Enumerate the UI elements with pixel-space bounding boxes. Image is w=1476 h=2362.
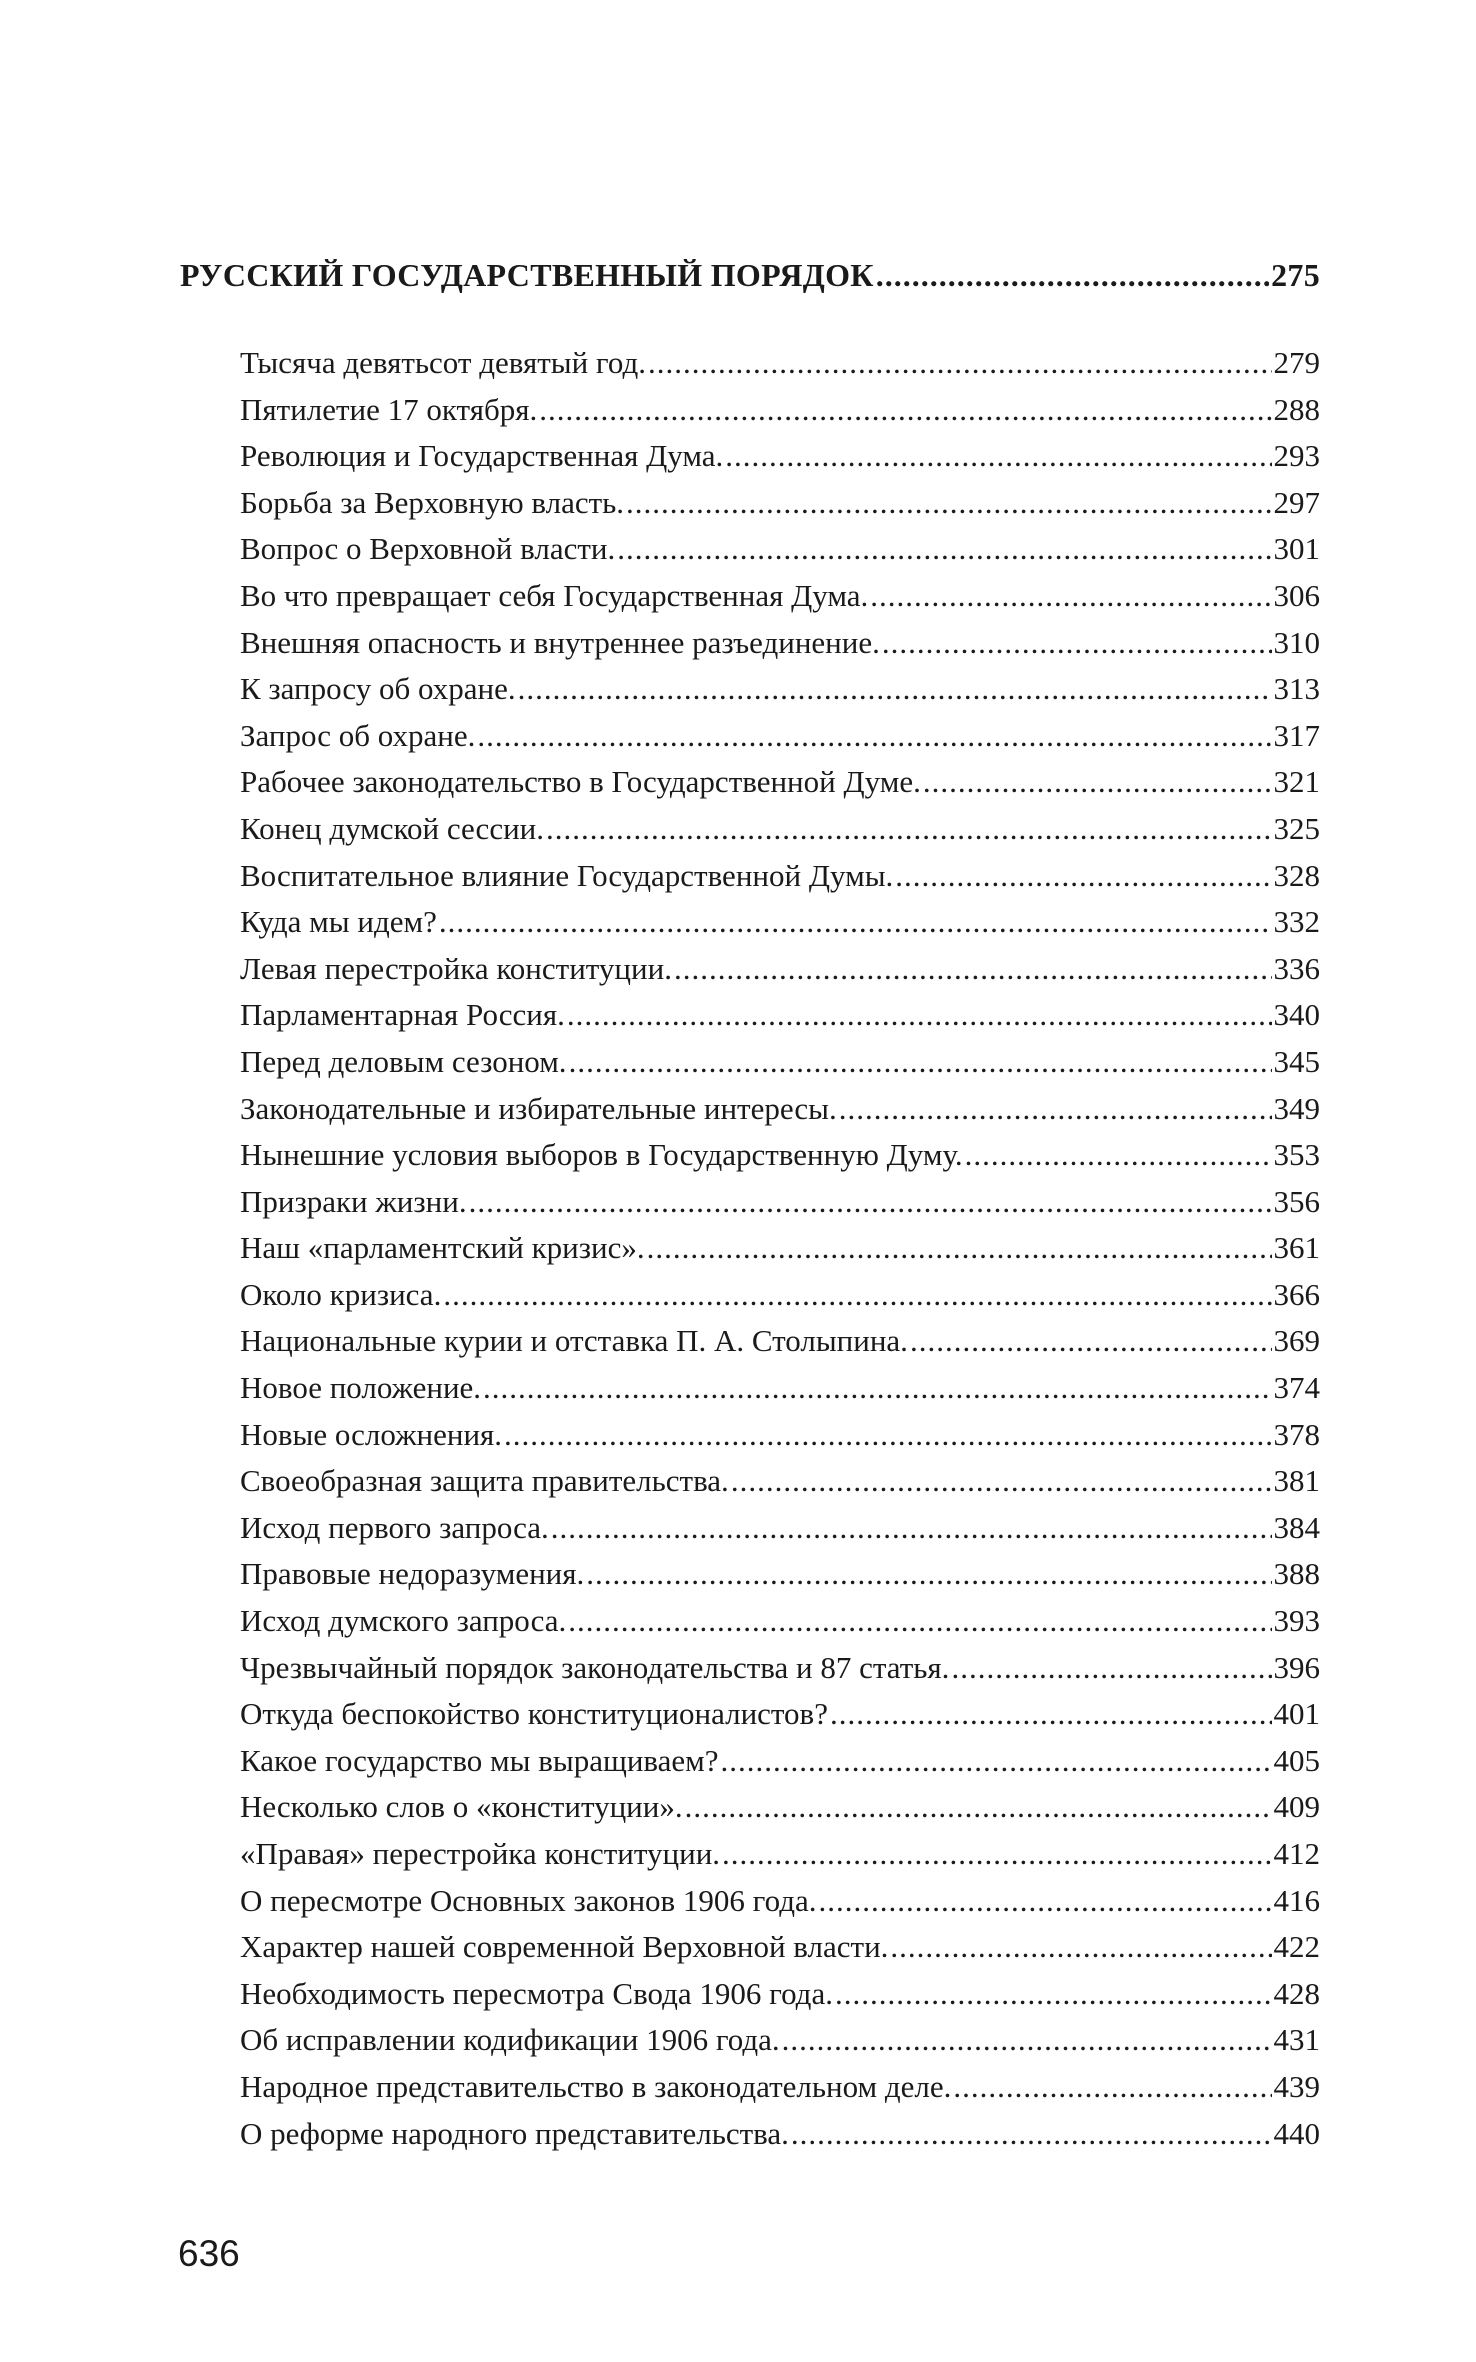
toc-entry-page-number: 349 xyxy=(1273,1090,1320,1126)
dot-leader xyxy=(685,1784,1272,1831)
toc-entry-page-number: 366 xyxy=(1273,1276,1320,1312)
dot-leader xyxy=(586,1551,1271,1598)
dot-leader xyxy=(443,1272,1271,1319)
toc-entry xyxy=(240,526,1320,573)
section-title: РУССКИЙ ГОСУДАРСТВЕННЫЙ ПОРЯДОК xyxy=(180,257,874,293)
toc-entry-title: Пятилетие 17 октября. xyxy=(240,391,538,427)
dot-leader xyxy=(647,1225,1272,1272)
dot-leader xyxy=(504,1412,1271,1459)
toc-entry xyxy=(240,759,1320,806)
dot-leader xyxy=(876,252,1269,298)
toc-entry-title: Тысяча девятьсот девятый год. xyxy=(240,345,646,380)
toc-entry-page-number: 439 xyxy=(1273,2068,1320,2104)
toc-entry xyxy=(240,1179,1320,1226)
toc-entry xyxy=(240,387,1320,434)
toc-entry-page-number: 401 xyxy=(1273,1696,1320,1732)
toc-entry-title: Несколько слов о «конституции». xyxy=(240,1789,683,1825)
toc-entry-page-number: 332 xyxy=(1273,904,1320,940)
dot-leader xyxy=(923,759,1272,806)
toc-entry-title: Новое положение. xyxy=(240,1370,482,1406)
toc-entry-page-number: 279 xyxy=(1273,345,1320,380)
toc-entry xyxy=(240,1645,1320,1692)
toc-entry-title: Воспитательное влияние Государственной Думы. xyxy=(240,857,894,893)
toc-entry-page-number: 422 xyxy=(1273,1929,1320,1965)
toc-entry xyxy=(240,713,1320,760)
toc-entry-title: Необходимость пересмотра Свода 1906 года. xyxy=(240,1975,833,2011)
toc-entry-title: Конец думской сессии. xyxy=(240,810,545,846)
dot-leader xyxy=(568,1598,1271,1645)
dot-leader xyxy=(626,480,1271,527)
toc-entry xyxy=(240,666,1320,713)
toc-entry xyxy=(240,1971,1320,2018)
toc-entry-title: Законодательные и избирательные интересы. xyxy=(240,1090,837,1126)
table-of-contents xyxy=(180,252,1320,2157)
toc-entry-title: Откуда беспокойство конституционалистов? xyxy=(240,1696,828,1732)
dot-leader xyxy=(870,573,1271,620)
toc-entry-title: Своеобразная защита правительства. xyxy=(240,1463,729,1499)
dot-leader xyxy=(830,1691,1272,1738)
toc-entry xyxy=(240,1086,1320,1133)
toc-entry-page-number: 317 xyxy=(1273,717,1320,753)
dot-leader xyxy=(731,1458,1272,1505)
toc-entry-page-number: 384 xyxy=(1273,1509,1320,1545)
toc-entry xyxy=(240,1878,1320,1925)
toc-entry xyxy=(240,340,1320,387)
toc-entry-page-number: 374 xyxy=(1273,1370,1320,1406)
toc-entries-list xyxy=(240,340,1320,2157)
toc-entry xyxy=(240,1505,1320,1552)
toc-entry-title: Чрезвычайный порядок законодательства и 87 статья. xyxy=(240,1649,950,1685)
toc-entry xyxy=(240,1691,1320,1738)
toc-entry-page-number: 428 xyxy=(1273,1975,1320,2011)
toc-entry-title: Призраки жизни. xyxy=(240,1183,467,1219)
dot-leader xyxy=(890,1924,1271,1971)
toc-entry xyxy=(240,620,1320,667)
toc-entry-page-number: 416 xyxy=(1273,1882,1320,1918)
toc-entry-title: Наш «парламентский кризис». xyxy=(240,1230,645,1266)
dot-leader xyxy=(539,387,1271,434)
toc-entry xyxy=(240,1365,1320,1412)
dot-leader xyxy=(882,620,1272,667)
dot-leader xyxy=(722,1831,1271,1878)
toc-entry-title: Об исправлении кодификации 1906 года. xyxy=(240,2022,780,2058)
toc-entry-title: Революция и Государственная Дума. xyxy=(240,438,724,474)
toc-entry-page-number: 361 xyxy=(1273,1230,1320,1266)
dot-leader xyxy=(551,1505,1272,1552)
toc-entry-title: Вопрос о Верховной власти. xyxy=(240,531,616,567)
toc-entry-page-number: 431 xyxy=(1273,2022,1320,2058)
toc-entry xyxy=(240,433,1320,480)
toc-entry-page-number: 301 xyxy=(1273,531,1320,567)
dot-leader xyxy=(674,946,1272,993)
dot-leader xyxy=(483,1365,1271,1412)
toc-entry-title: Характер нашей современной Верховной власти. xyxy=(240,1929,889,1965)
toc-entry xyxy=(240,2111,1320,2158)
toc-entry-page-number: 369 xyxy=(1273,1323,1320,1359)
toc-entry xyxy=(240,1458,1320,1505)
toc-entry xyxy=(240,1272,1320,1319)
toc-entry xyxy=(240,1738,1320,1785)
toc-entry-page-number: 297 xyxy=(1273,484,1320,520)
toc-entry xyxy=(240,2017,1320,2064)
dot-leader xyxy=(725,433,1271,480)
dot-leader xyxy=(469,1179,1272,1226)
dot-leader xyxy=(518,666,1272,713)
dot-leader xyxy=(819,1878,1272,1925)
toc-entry-page-number: 313 xyxy=(1273,671,1320,707)
toc-entry-page-number: 356 xyxy=(1273,1183,1320,1219)
toc-entry xyxy=(240,992,1320,1039)
toc-entry-title: Парламентарная Россия. xyxy=(240,997,565,1033)
toc-entry-title: Левая перестройка конституции. xyxy=(240,950,672,986)
toc-entry-page-number: 288 xyxy=(1273,391,1320,427)
toc-entry-page-number: 336 xyxy=(1273,950,1320,986)
dot-leader xyxy=(895,853,1271,900)
toc-entry xyxy=(240,1924,1320,1971)
toc-entry-title: Правовые недоразумения. xyxy=(240,1556,585,1592)
toc-entry xyxy=(240,1318,1320,1365)
toc-entry-page-number: 396 xyxy=(1273,1649,1320,1685)
dot-leader xyxy=(439,899,1272,946)
toc-entry-title: «Правая» перестройка конституции. xyxy=(240,1836,721,1871)
toc-entry xyxy=(240,1598,1320,1645)
toc-entry xyxy=(240,1412,1320,1459)
dot-leader xyxy=(617,526,1271,573)
toc-entry-title: О реформе народного представительства. xyxy=(240,2115,789,2151)
toc-entry-page-number: 293 xyxy=(1273,438,1320,474)
dot-leader xyxy=(567,992,1272,1039)
toc-entry-title: Народное представительство в законодательном деле. xyxy=(240,2068,952,2104)
toc-entry-title: Национальные курии и отставка П. А. Столыпина. xyxy=(240,1323,908,1359)
dot-leader xyxy=(648,340,1272,387)
toc-entry xyxy=(240,946,1320,993)
toc-entry xyxy=(240,899,1320,946)
toc-entry-page-number: 440 xyxy=(1273,2115,1320,2151)
toc-entry xyxy=(240,1551,1320,1598)
toc-entry-title: Какое государство мы выращиваем? xyxy=(240,1742,719,1778)
toc-entry xyxy=(240,1784,1320,1831)
toc-entry-title: Внешняя опасность и внутреннее разъединение. xyxy=(240,624,880,660)
dot-leader xyxy=(569,1039,1272,1086)
toc-entry-page-number: 321 xyxy=(1273,764,1320,800)
dot-leader xyxy=(965,1132,1272,1179)
toc-entry-title: О пересмотре Основных законов 1906 года. xyxy=(240,1882,817,1918)
dot-leader xyxy=(951,1645,1271,1692)
toc-entry xyxy=(240,806,1320,853)
dot-leader xyxy=(835,1971,1272,2018)
toc-entry xyxy=(240,853,1320,900)
toc-entry xyxy=(240,1831,1320,1878)
section-page-number: 275 xyxy=(1271,257,1320,293)
toc-entry-page-number: 409 xyxy=(1273,1789,1320,1825)
toc-entry xyxy=(240,573,1320,620)
toc-entry-title: Исход первого запроса. xyxy=(240,1509,549,1545)
toc-entry-page-number: 340 xyxy=(1273,997,1320,1033)
toc-entry-title: Перед деловым сезоном. xyxy=(240,1043,567,1079)
toc-entry xyxy=(240,480,1320,527)
toc-entry-title: Исход думского запроса. xyxy=(240,1603,567,1639)
page-number-footer: 636 xyxy=(178,2233,240,2274)
toc-entry-title: Запрос об охране. xyxy=(240,717,476,753)
toc-entry-page-number: 381 xyxy=(1273,1463,1320,1499)
toc-entry-page-number: 353 xyxy=(1273,1137,1320,1173)
toc-entry xyxy=(240,1225,1320,1272)
toc-entry-page-number: 306 xyxy=(1273,577,1320,613)
toc-section-heading xyxy=(180,252,1320,298)
toc-entry-page-number: 412 xyxy=(1273,1836,1320,1871)
toc-entry-page-number: 328 xyxy=(1273,857,1320,893)
toc-entry-page-number: 325 xyxy=(1273,810,1320,846)
dot-leader xyxy=(477,713,1271,760)
toc-entry-page-number: 405 xyxy=(1273,1742,1320,1778)
toc-entry-page-number: 345 xyxy=(1273,1043,1320,1079)
toc-entry-title: Куда мы идем? xyxy=(240,904,437,940)
toc-entry-page-number: 378 xyxy=(1273,1416,1320,1452)
toc-entry xyxy=(240,1132,1320,1179)
toc-entry-page-number: 310 xyxy=(1273,624,1320,660)
toc-entry-title: Новые осложнения. xyxy=(240,1416,503,1452)
dot-leader xyxy=(839,1086,1272,1133)
dot-leader xyxy=(782,2017,1272,2064)
dot-leader xyxy=(953,2064,1271,2111)
toc-entry xyxy=(240,2064,1320,2111)
toc-entry-title: Борьба за Верховную власть. xyxy=(240,484,625,520)
dot-leader xyxy=(791,2111,1272,2158)
dot-leader xyxy=(546,806,1271,853)
toc-entry-title: Во что превращает себя Государственная Дума. xyxy=(240,577,869,613)
toc-entry-title: Около кризиса. xyxy=(240,1276,442,1312)
toc-entry xyxy=(240,1039,1320,1086)
toc-entry-page-number: 388 xyxy=(1273,1556,1320,1592)
toc-entry-title: Рабочее законодательство в Государственной Думе. xyxy=(240,764,921,800)
toc-entry-title: Нынешние условия выборов в Государственную Думу. xyxy=(240,1137,963,1173)
dot-leader xyxy=(721,1738,1272,1785)
toc-entry-page-number: 393 xyxy=(1273,1603,1320,1639)
dot-leader xyxy=(910,1318,1272,1365)
toc-entry-title: К запросу об охране. xyxy=(240,671,516,707)
